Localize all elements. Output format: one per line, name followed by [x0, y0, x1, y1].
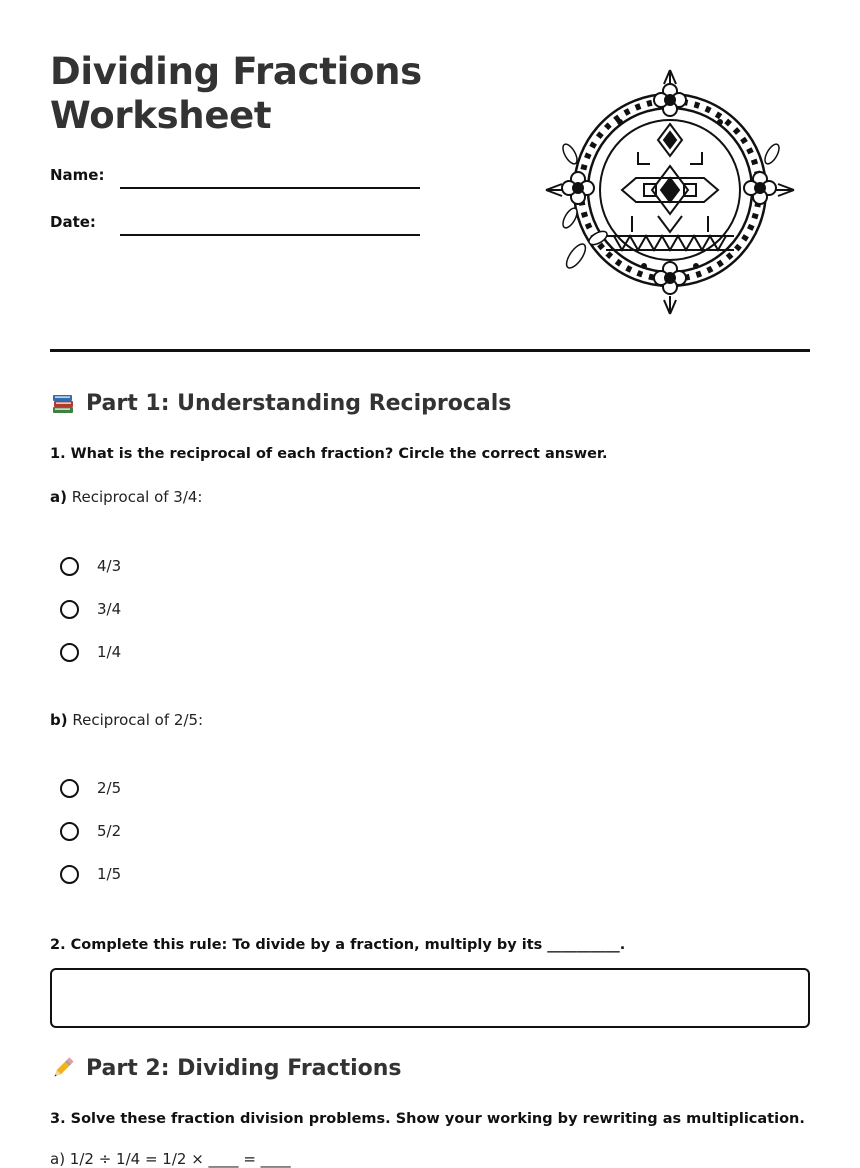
answer-input-box[interactable]	[50, 968, 810, 1028]
option-label: 4/3	[97, 557, 122, 575]
question-1b	[50, 711, 203, 729]
part1-heading	[50, 390, 511, 416]
option-label: 2/5	[97, 779, 122, 797]
question-3: 3. Solve these fraction division problems. Show your working by rewriting as multiplication.	[50, 1111, 805, 1127]
date-field[interactable]	[120, 234, 420, 236]
question-2: 2. Complete this rule: To divide by a fraction, multiply by its __________.	[50, 937, 626, 953]
question-3a: a) 1/2 ÷ 1/4 = 1/2 × ____ = ____	[50, 1150, 291, 1168]
part2-title: Part 2: Dividing Fractions	[86, 1055, 402, 1081]
radio-button[interactable]	[60, 865, 79, 884]
option-1b-1[interactable]	[60, 775, 121, 801]
radio-button[interactable]	[60, 643, 79, 662]
radio-button[interactable]	[60, 600, 79, 619]
option-label: 3/4	[97, 600, 122, 618]
option-1a-3[interactable]	[60, 639, 121, 665]
option-1a-2[interactable]	[60, 596, 121, 622]
option-1b-3[interactable]	[60, 861, 121, 887]
question-1b-text: Reciprocal of 2/5:	[72, 711, 204, 729]
part1-title: Part 1: Understanding Reciprocals	[86, 390, 512, 416]
radio-button[interactable]	[60, 822, 79, 841]
books-icon	[50, 390, 76, 416]
worksheet-title	[50, 50, 520, 138]
question-1a-letter: a)	[50, 488, 67, 506]
option-1a-1[interactable]	[60, 553, 121, 579]
pencil-icon	[50, 1055, 76, 1081]
question-1b-letter: b)	[50, 711, 68, 729]
question-1: 1. What is the reciprocal of each fraction? Circle the correct answer.	[50, 446, 608, 462]
question-1a	[50, 488, 203, 506]
name-label: Name:	[50, 166, 105, 184]
option-label: 1/4	[97, 643, 122, 661]
decorative-emblem-icon	[540, 66, 800, 318]
date-label: Date:	[50, 213, 96, 231]
radio-button[interactable]	[60, 779, 79, 798]
radio-button[interactable]	[60, 557, 79, 576]
title-line-2: Worksheet	[50, 94, 272, 137]
option-label: 5/2	[97, 822, 122, 840]
name-field[interactable]	[120, 187, 420, 189]
part2-heading	[50, 1055, 402, 1081]
section-divider	[50, 349, 810, 352]
option-1b-2[interactable]	[60, 818, 121, 844]
title-line-1: Dividing Fractions	[50, 50, 422, 93]
question-1a-text: Reciprocal of 3/4:	[71, 488, 203, 506]
option-label: 1/5	[97, 865, 122, 883]
